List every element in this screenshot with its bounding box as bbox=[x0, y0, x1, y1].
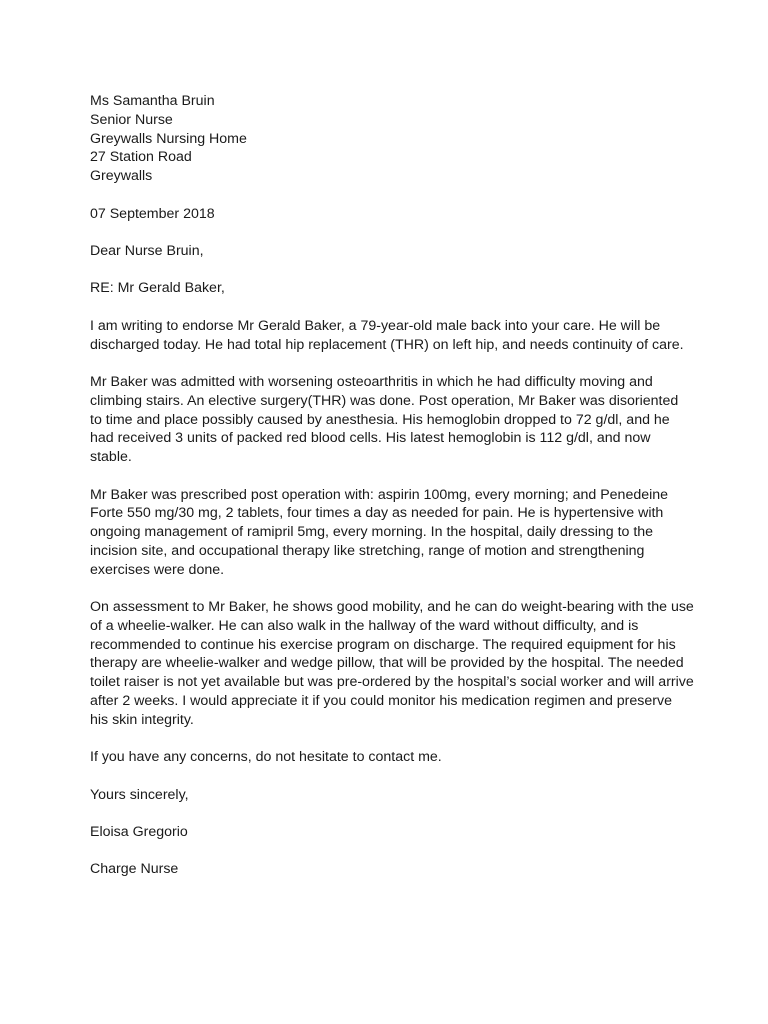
subject-text: RE: Mr Gerald Baker, bbox=[90, 280, 225, 297]
paragraph-line: incision site, and occupational therapy like stretching, range of motion and strengthening bbox=[90, 542, 645, 559]
paragraph-line: climbing stairs. An elective surgery(THR) was done. Post operation, Mr Baker was disoriented bbox=[90, 392, 679, 409]
paragraph-line: stable. bbox=[90, 449, 132, 466]
recipient-town: Greywalls bbox=[90, 168, 153, 185]
letter bbox=[90, 92, 694, 898]
paragraph-line: Mr Baker was admitted with worsening osteoarthritis in which he had difficulty moving and bbox=[90, 373, 653, 390]
paragraph-line: On assessment to Mr Baker, he shows good mobility, and he can do weight-bearing with the use bbox=[90, 599, 694, 616]
letter-date bbox=[90, 205, 690, 224]
date-text: 07 September 2018 bbox=[90, 205, 215, 222]
paragraph-contact bbox=[90, 748, 690, 767]
subject-line bbox=[90, 279, 690, 298]
signer-name bbox=[90, 823, 690, 842]
paragraph-line: Mr Baker was prescribed post operation with: aspirin 100mg, every morning; and Penedeine bbox=[90, 486, 669, 503]
paragraph-line: of a wheelie-walker. He can also walk in the hallway of the ward without difficulty, and is bbox=[90, 617, 639, 634]
paragraph-line: to time and place possibly caused by anesthesia. His hemoglobin dropped to 72 g/dl, and he bbox=[90, 411, 670, 428]
closing-text: Yours sincerely, bbox=[90, 786, 189, 803]
paragraph-line: ongoing management of ramipril 5mg, every morning. In the hospital, daily dressing to the bbox=[90, 524, 654, 541]
recipient-title: Senior Nurse bbox=[90, 111, 173, 128]
paragraph-assessment bbox=[90, 598, 694, 730]
paragraph-line: Forte 550 mg/30 mg, 2 tablets, four times a day as needed for pain. He is hypertensive with bbox=[90, 505, 664, 522]
salutation bbox=[90, 242, 690, 261]
paragraph-intro bbox=[90, 317, 690, 355]
signer-title bbox=[90, 860, 690, 879]
paragraph-line: discharged today. He had total hip replacement (THR) on left hip, and needs continuity of care. bbox=[90, 336, 684, 353]
signer-name-text: Eloisa Gregorio bbox=[90, 824, 188, 841]
recipient-name: Ms Samantha Bruin bbox=[90, 93, 215, 109]
salutation-text: Dear Nurse Bruin, bbox=[90, 242, 204, 259]
paragraph-medications bbox=[90, 486, 690, 580]
paragraph-admission bbox=[90, 373, 690, 467]
recipient-address bbox=[90, 92, 690, 186]
paragraph-line: his skin integrity. bbox=[90, 711, 194, 728]
recipient-street: 27 Station Road bbox=[90, 149, 192, 166]
paragraph-line: had received 3 units of packed red blood cells. His latest hemoglobin is 112 g/dl, and now bbox=[90, 430, 651, 447]
paragraph-line: If you have any concerns, do not hesitate to contact me. bbox=[90, 749, 442, 766]
paragraph-line: toilet raiser is not yet available but was pre-ordered by the hospital’s social worker and will arrive bbox=[90, 674, 694, 691]
closing bbox=[90, 786, 690, 805]
paragraph-line: exercises were done. bbox=[90, 561, 225, 578]
signer-title-text: Charge Nurse bbox=[90, 861, 179, 878]
paragraph-line: I am writing to endorse Mr Gerald Baker, a 79-year-old male back into your care. He will be bbox=[90, 317, 661, 334]
paragraph-line: recommended to continue his exercise program on discharge. The required equipment for his bbox=[90, 636, 676, 653]
recipient-organization: Greywalls Nursing Home bbox=[90, 130, 247, 147]
paragraph-line: after 2 weeks. I would appreciate it if you could monitor his medication regimen and preserve bbox=[90, 693, 672, 710]
paragraph-line: therapy are wheelie-walker and wedge pillow, that will be provided by the hospital. The needed bbox=[90, 655, 684, 672]
